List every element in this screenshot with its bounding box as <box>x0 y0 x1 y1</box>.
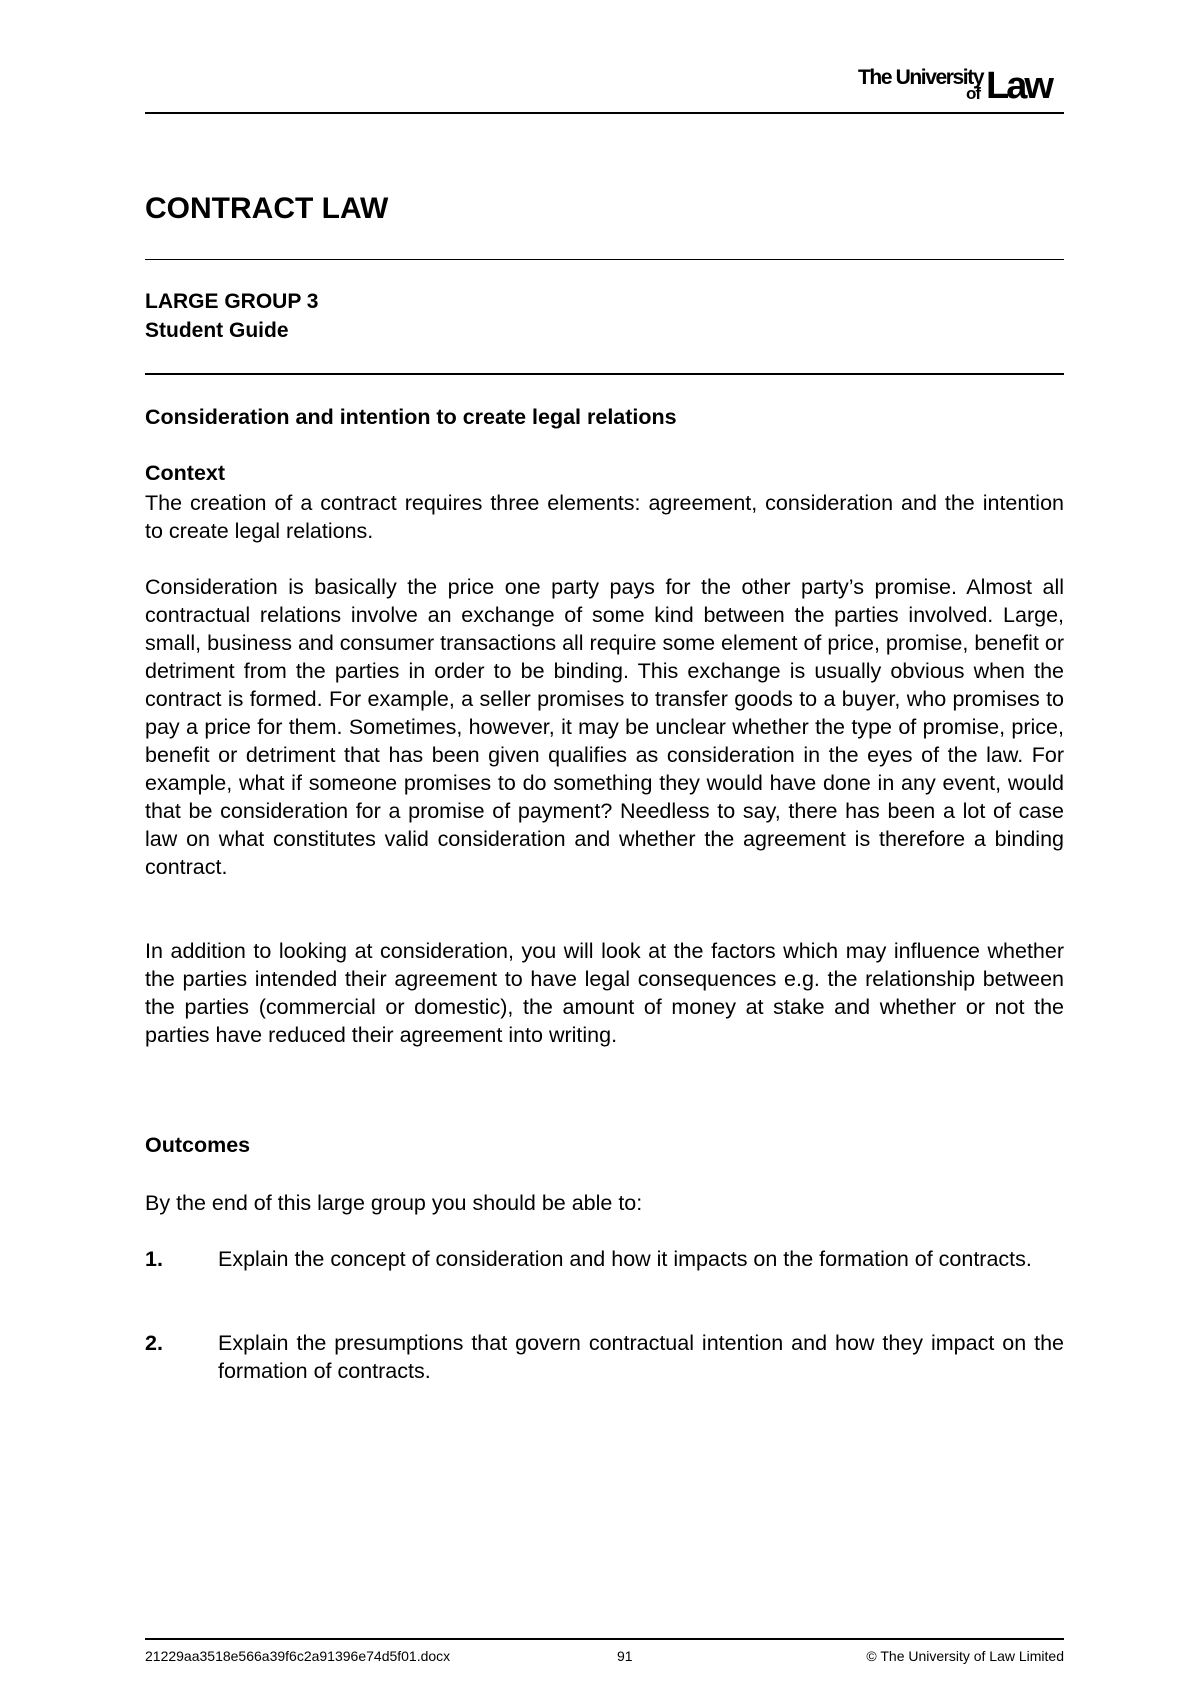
footer-filename: 21229aa3518e566a39f6c2a91396e74d5f01.docx <box>145 1648 451 1664</box>
section-title: Consideration and intention to create legal relations <box>145 405 677 429</box>
footer-rule <box>145 1638 1064 1640</box>
context-heading: Context <box>145 461 226 485</box>
footer-copyright: © The University of Law Limited <box>866 1648 1064 1664</box>
document-title: CONTRACT LAW <box>145 192 389 225</box>
subtitle-rule <box>145 373 1064 375</box>
outcome-text: Explain the presumptions that govern contractual intention and how they impact on the formation of contracts. <box>218 1331 1064 1383</box>
outcome-number: 2. <box>145 1331 163 1355</box>
title-rule <box>145 259 1064 260</box>
outcome-text: Explain the concept of consideration and how it impacts on the formation of contracts. <box>218 1247 1032 1271</box>
outcome-number: 1. <box>145 1247 163 1271</box>
subtitle-guide: Student Guide <box>145 319 289 342</box>
footer-page-number: 91 <box>617 1648 633 1664</box>
context-paragraph-3: In addition to looking at consideration, you will look at the factors which may influence whether the parties intended their agreement to have legal consequences e.g. the relationship between the parties (commercial or domestic), the amount of money at stake and whether or not the parties have reduced their agreement into writing. <box>145 939 1064 1047</box>
logo-text-line2: of <box>966 84 981 103</box>
university-logo <box>858 64 1064 106</box>
context-paragraph-1: The creation of a contract requires three elements: agreement, consideration and the intention to create legal relations. <box>145 491 1064 543</box>
subtitle-group: LARGE GROUP 3 <box>145 290 319 313</box>
outcomes-intro: By the end of this large group you should be able to: <box>145 1191 643 1215</box>
logo-text-line1: The University <box>858 66 984 89</box>
context-paragraph-2: Consideration is basically the price one party pays for the other party’s promise. Almost all contractual relations involve an exchange of some kind between the parties involved. Large, small, business and consumer transactions all require some element of price, promise, benefit or detriment from the parties in order to be binding. This exchange is usually obvious when the contract is formed. For example, a seller promises to transfer goods to a buyer, who promises to pay a price for them. Sometimes, however, it may be unclear whether the type of promise, price, benefit or detriment that has been given qualifies as consideration in the eyes of the law. For example, what if someone promises to do something they would have done in any event, would that be consideration for a promise of payment? Needless to say, there has been a lot of case law on what constitutes valid consideration and whether the agreement is therefore a binding contract. <box>145 575 1064 879</box>
outcomes-heading: Outcomes <box>145 1133 251 1157</box>
logo-text-line3: Law <box>986 65 1051 107</box>
header-rule <box>145 112 1064 114</box>
